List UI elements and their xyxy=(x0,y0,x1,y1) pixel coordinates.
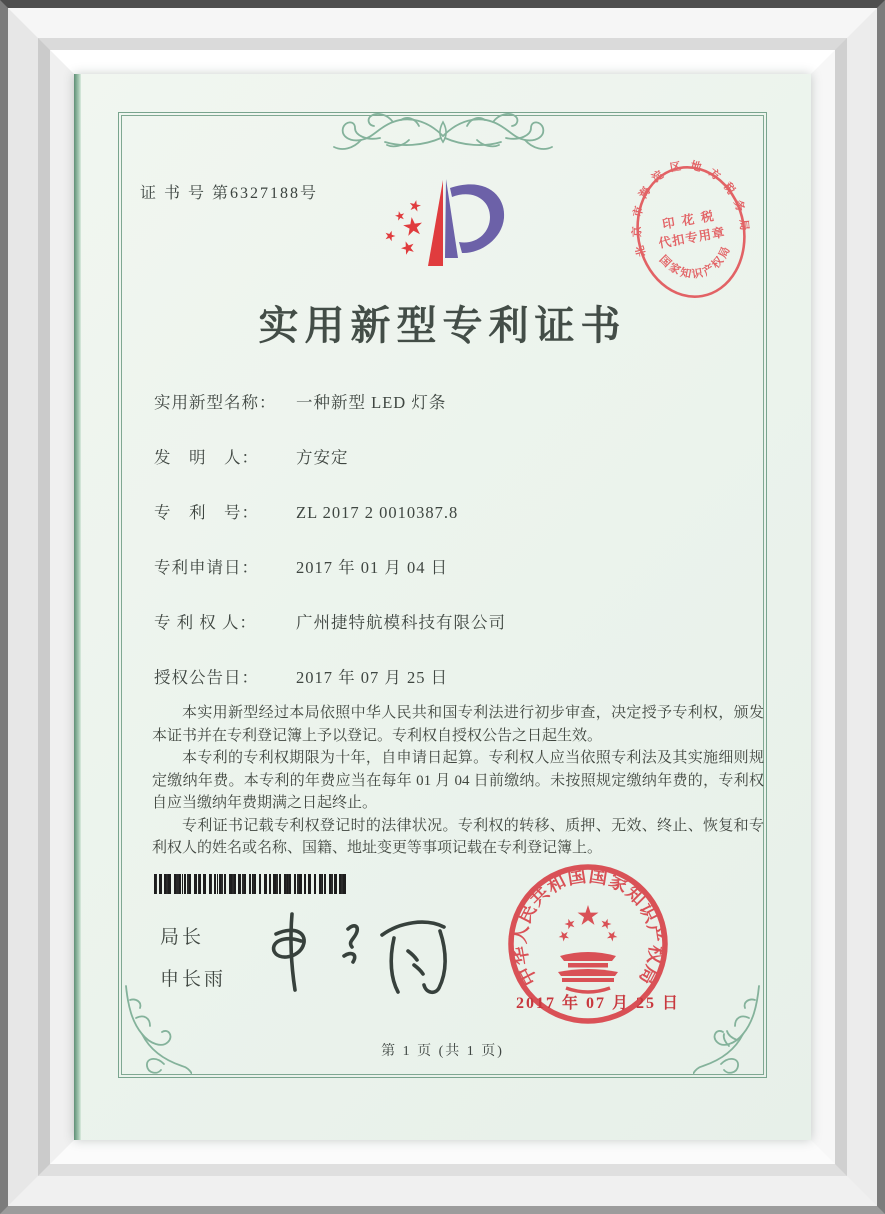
field-value: 方安定 xyxy=(296,448,349,467)
field-inventor xyxy=(154,447,506,502)
field-value: 2017 年 01 月 04 日 xyxy=(296,558,449,577)
field-filing-date xyxy=(154,557,506,612)
tax-stamp-center-line1: 印 花 税 xyxy=(661,208,717,232)
field-value: 广州捷特航模科技有限公司 xyxy=(296,613,506,632)
signer-name: 申长雨 xyxy=(160,969,227,990)
field-label: 专 利 权 人： xyxy=(154,613,257,632)
certificate-number: 证 书 号 第6327188号 xyxy=(140,185,319,202)
flourish-bottom-left xyxy=(120,984,192,1076)
tax-stamp-top-text: 北京市海淀区地方税务局 xyxy=(631,159,751,258)
field-value: 一种新型 LED 灯条 xyxy=(296,393,447,412)
paragraph-register: 专利证书记载专利权登记时的法律状况。专利权的转移、质押、无效、终止、恢复和专利权人的姓名或名称、国籍、地址变更等事项记载在专利登记簿上。 xyxy=(152,817,764,856)
field-value: 2017 年 07 月 25 日 xyxy=(296,668,449,687)
seal-date: 2017 年 07 月 25 日 xyxy=(516,995,681,1012)
page-footer: 第 1 页 (共 1 页) xyxy=(381,1044,504,1059)
cnipa-logo-icon xyxy=(366,172,516,290)
field-label: 实用新型名称： xyxy=(154,393,277,412)
field-patent-number xyxy=(154,502,506,557)
certificate-paper xyxy=(74,74,811,1140)
field-list xyxy=(154,392,506,722)
national-emblem-icon xyxy=(557,905,620,992)
flourish-top-ornament xyxy=(323,106,563,158)
tax-stamp-center-line2: 代扣专用章 xyxy=(657,225,727,251)
field-value: ZL 2017 2 0010387.8 xyxy=(296,503,459,522)
field-label: 发 明 人： xyxy=(154,448,259,467)
field-patentee xyxy=(154,612,506,667)
field-label: 专利申请日： xyxy=(154,558,259,577)
paragraph-term-fees: 本专利的专利权期限为十年，自申请日起算。专利权人应当依照专利法及其实施细则规定缴纳年费。本专利的年费应当在每年 01 月 04 日前缴纳。未按照规定缴纳年费的，专利权自应当缴纳年费期满之日起终止。 xyxy=(152,750,764,811)
barcode xyxy=(154,874,346,894)
paragraph-grant: 本实用新型经过本局依照中华人民共和国专利法进行初步审查，决定授予专利权，颁发本证书并在专利登记簿上予以登记。专利权自授权公告之日起生效。 xyxy=(152,705,764,744)
field-patent-name xyxy=(154,392,506,447)
field-label: 授权公告日： xyxy=(154,668,259,687)
field-label: 专 利 号： xyxy=(154,503,259,522)
flourish-bottom-right xyxy=(693,984,765,1076)
signer-title: 局长 xyxy=(160,927,205,948)
tax-stamp xyxy=(630,158,752,306)
handwritten-signature xyxy=(254,904,469,999)
tax-stamp-bottom-text: 国家知识产权局 xyxy=(656,243,734,282)
seal-ring-text: 中华人民共和国国家知识产权局 xyxy=(510,866,666,989)
legal-text xyxy=(152,702,764,860)
certificate-title: 实用新型专利证书 xyxy=(258,303,627,348)
